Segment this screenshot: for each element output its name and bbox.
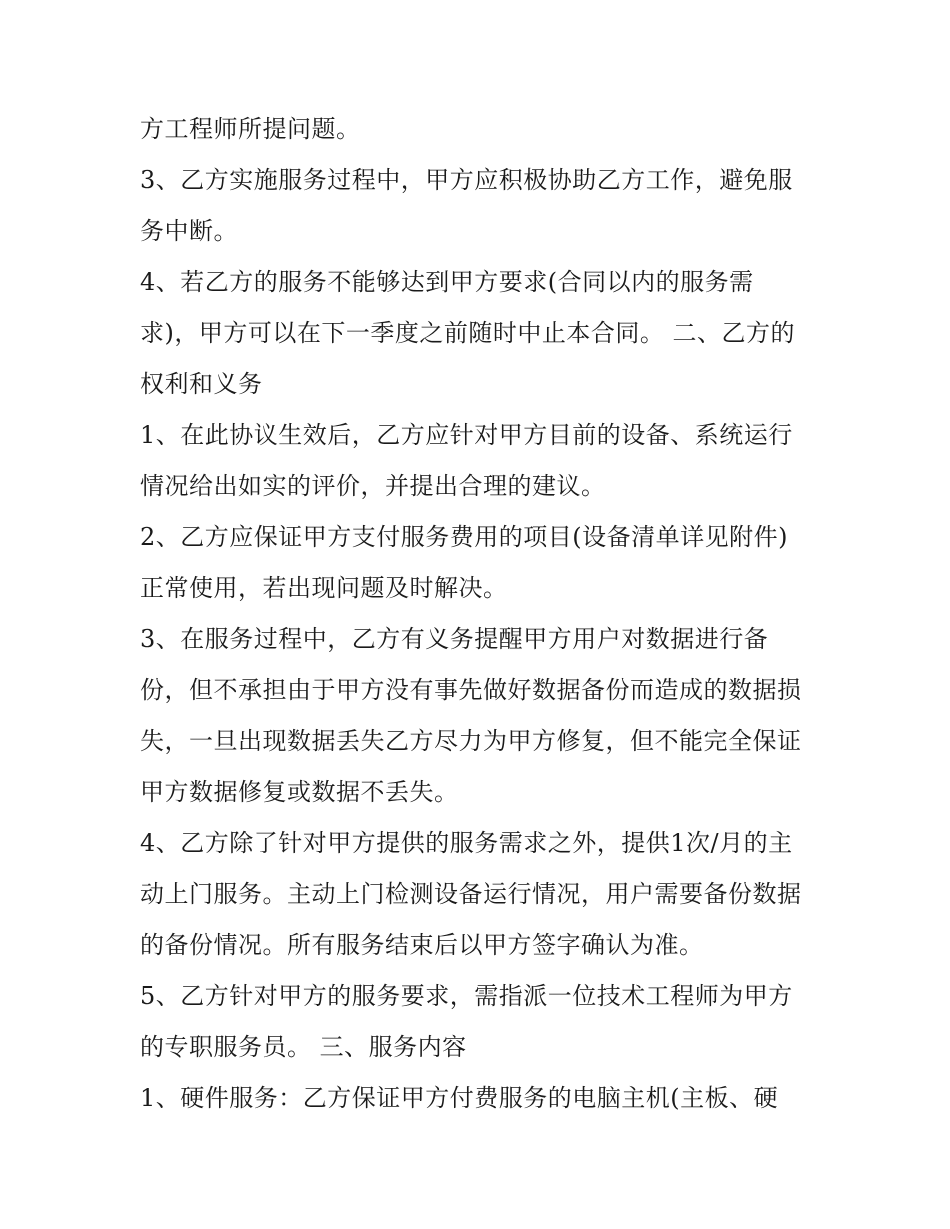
contract-text-body xyxy=(140,104,830,1124)
text-line: 失，一旦出现数据丢失乙方尽力为甲方修复，但不能完全保证 xyxy=(140,727,802,755)
text-line: 4、乙方除了针对甲方提供的服务需求之外，提供1次/月的主 xyxy=(140,829,793,857)
text-line: 方工程师所提问题。 xyxy=(140,115,361,143)
text-line: 正常使用，若出现问题及时解决。 xyxy=(140,574,508,602)
text-line: 3、乙方实施服务过程中，甲方应积极协助乙方工作，避免服 xyxy=(140,166,793,194)
text-line: 的专职服务员。 三、服务内容 xyxy=(140,1033,467,1061)
text-line: 5、乙方针对甲方的服务要求，需指派一位技术工程师为甲方 xyxy=(140,982,793,1010)
text-line: 的备份情况。所有服务结束后以甲方签字确认为准。 xyxy=(140,931,704,959)
text-line: 2、乙方应保证甲方支付服务费用的项目(设备清单详见附件) xyxy=(140,523,788,551)
section-heading-line: 权利和义务 xyxy=(140,370,263,398)
text-line: 务中断。 xyxy=(140,217,238,245)
text-line: 1、硬件服务：乙方保证甲方付费服务的电脑主机(主板、硬 xyxy=(140,1084,779,1112)
text-line: 甲方数据修复或数据不丢失。 xyxy=(140,778,459,806)
text-line: 4、若乙方的服务不能够达到甲方要求(合同以内的服务需 xyxy=(140,268,754,296)
text-line: 1、在此协议生效后，乙方应针对甲方目前的设备、系统运行 xyxy=(140,421,793,449)
text-line: 3、在服务过程中，乙方有义务提醒甲方用户对数据进行备 xyxy=(140,625,769,653)
text-line: 动上门服务。主动上门检测设备运行情况，用户需要备份数据 xyxy=(140,880,802,908)
text-line: 情况给出如实的评价，并提出合理的建议。 xyxy=(140,472,606,500)
text-line: 份，但不承担由于甲方没有事先做好数据备份而造成的数据损 xyxy=(140,676,802,704)
text-line: 求)，甲方可以在下一季度之前随时中止本合同。 二、乙方的 xyxy=(140,319,795,347)
